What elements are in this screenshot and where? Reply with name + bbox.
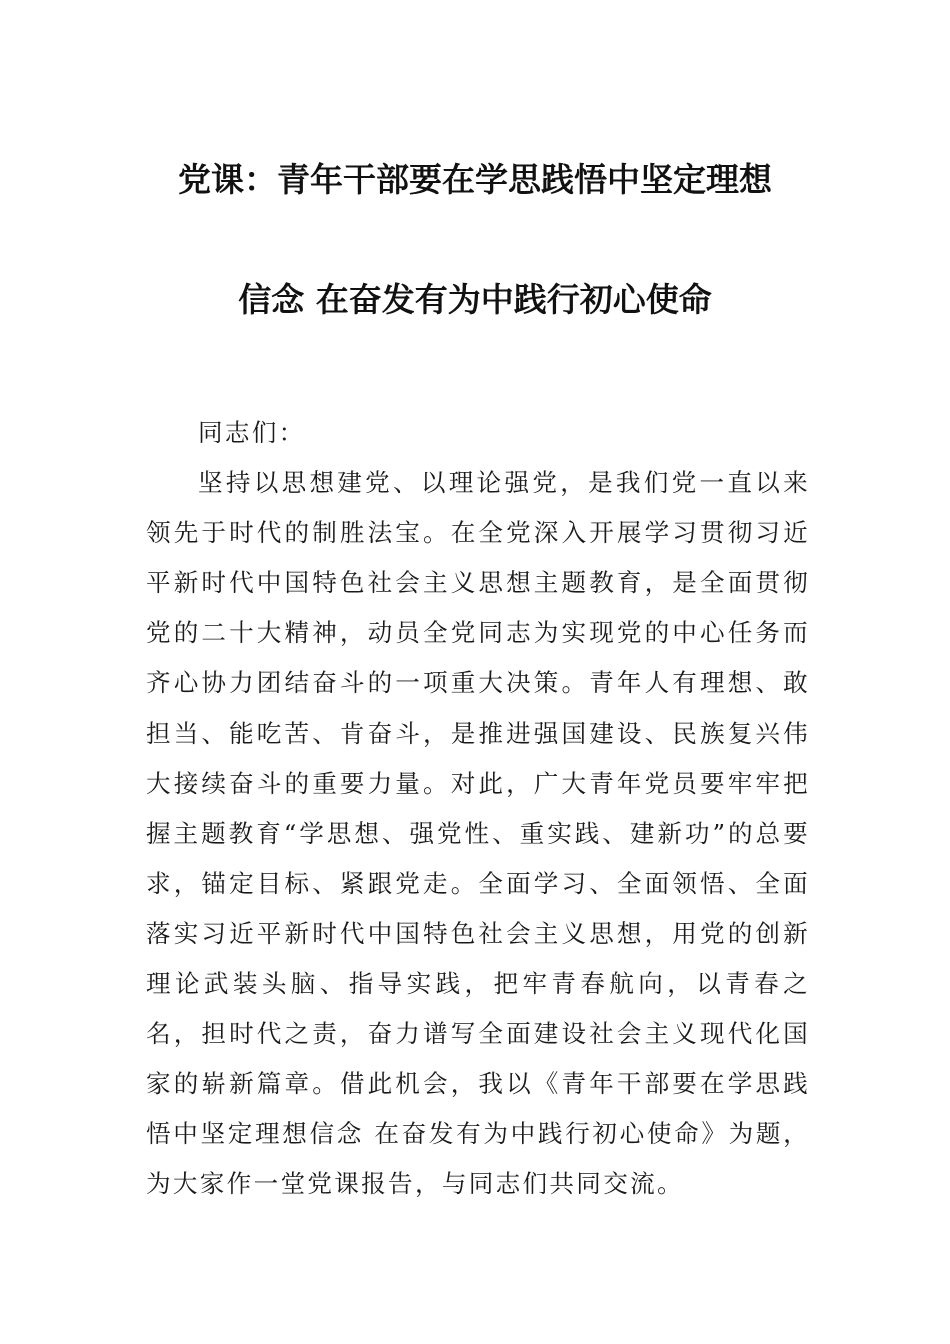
salutation: 同志们： [198, 418, 306, 447]
document-body [146, 408, 810, 1210]
document-title-line-2: 信念 在奋发有为中践行初心使命 [238, 280, 712, 319]
document-title-line-1: 党课：青年干部要在学思践悟中坚定理想 [178, 160, 772, 199]
paragraph: 坚持以思想建党、以理论强党，是我们党一直以来领先于时代的制胜法宝。在全党深入开展学习贯彻习近平新时代中国特色社会主义思想主题教育，是全面贯彻党的二十大精神，动员全党同志为实现党的中心任务而齐心协力团结奋斗的一项重大决策。青年人有理想、敢担当、能吃苦、肯奋斗，是推进强国建设、民族复兴伟大接续奋斗的重要力量。对此，广大青年党员要牢牢把握主题教育“学思想、强党性、重实践、建新功”的总要求，锚定目标、紧跟党走。全面学习、全面领悟、全面落实习近平新时代中国特色社会主义思想，用党的创新理论武装头脑、指导实践，把牢青春航向，以青春之名，担时代之责，奋力谱写全面建设社会主义现代化国家的崭新篇章。借此机会，我以《青年干部要在学思践悟中坚定理想信念 在奋发有为中践行初心使命》为题，为大家作一堂党课报告，与同志们共同交流。 [146, 468, 810, 1199]
